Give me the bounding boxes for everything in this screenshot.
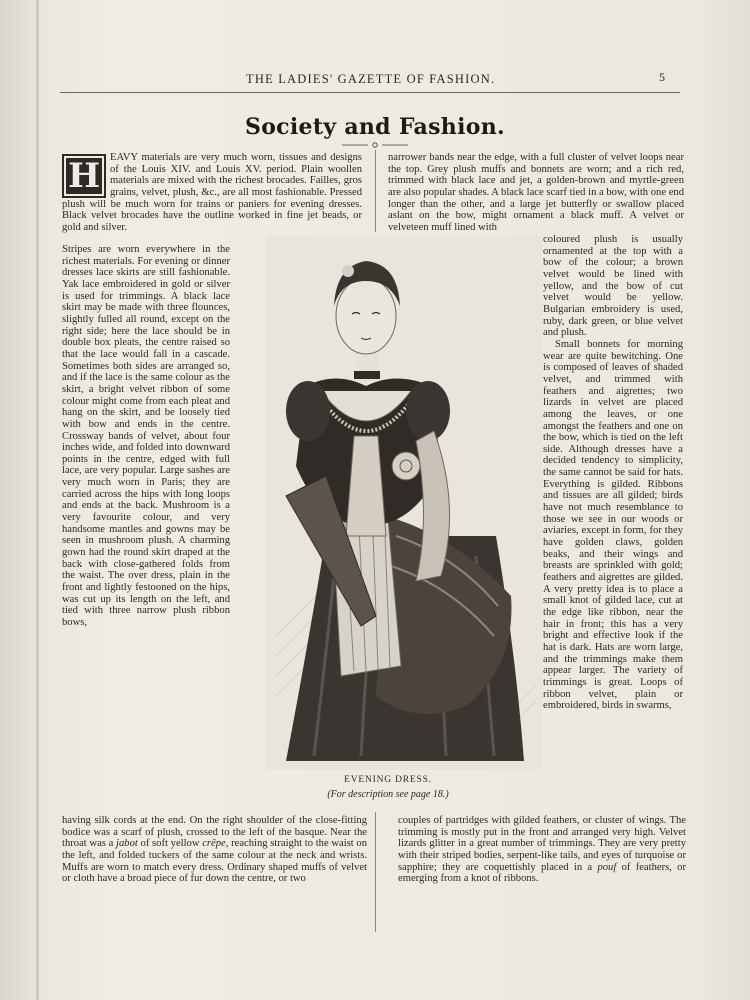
italic-run: crêpe (202, 838, 226, 850)
left-column-bottom (62, 815, 367, 885)
column-rule-top (375, 150, 376, 232)
left-column-top (62, 152, 362, 234)
running-title: THE LADIES' GAZETTE OF FASHION. (246, 72, 496, 86)
right-column-bottom (398, 815, 686, 885)
figure-caption-note: (For description see page 18.) (327, 789, 449, 800)
figure-caption: EVENING DRESS. (344, 775, 432, 785)
paragraph-left-bottom (62, 815, 367, 885)
drop-cap: H (62, 154, 106, 198)
evening-dress-illustration (266, 236, 542, 770)
page-fold (36, 0, 39, 1000)
paragraph-right-bottom (398, 815, 686, 885)
paragraph-left-narrow: Stripes are worn everywhere in the richest materials. For evening or dinner dresses lace skirts are still fashionable. Yak lace embroidered in gold or silver is used for trimmings. A black lace skirt may be made with three flounces, slightly fulled all round, except on the right side; here the lace should be in double box pleats, the centre raised so that the lace would fall in a cascade. Sometimes both sides are arranged so, and if the lace is the same colour as the skirt, a bright velvet ribbon of some colour might come from each pleat and hang on the skirt, and be loosely tied with bow and ends in the centre. Crossway bands of velvet, about four inches wide, and folded into downward points in the centre, edged with full lace, are very popular. Large sashes are very much worn in Paris; they are carried across the hips with long loops and ends at the back. Mushroom is a very favourite colour, and very handsome mantles and gowns may be seen in mushroom plush. A charming gown had the round skirt draped at the back with close-gathered folds from the waist. The over dress, plain in the front and lightly festooned on the hips, was cut up its length on the left, and tied with three narrow plush ribbon bows, (62, 244, 230, 628)
text-run: having silk cords at the end. On the right shoulder of the close-fitting bodice was a scarf of plush, crossed to the left of the basque. Near the throat was a (62, 815, 367, 850)
article-title: Society and Fashion. (245, 114, 505, 140)
text-run: couples of partridges with gilded feathers, or cluster of wings. The trimming is mostly put in the front and arranged very high. Velvet lizards glitter in a great number of trimmings. They are very pretty with their striped bodies, serpent-like tails, and eyes of turquoise or sapphire; they are coquettishly placed in a (398, 815, 686, 873)
italic-run: pouf (597, 861, 617, 873)
column-rule-bottom (375, 812, 376, 932)
page-number: 5 (659, 70, 665, 84)
title-ornament (340, 140, 410, 150)
text-run: of feathers, or emerging from a knot of ribbons. (398, 861, 686, 885)
paragraph-right-narrow-b: Small bonnets for morning wear are quite bewitching. One is composed of leaves of shaded velvet, and trimmed with feathers and aigrettes; two lizards in velvet are placed among the leaves, or one amongst the feathers and one on the bow, which is tied on the left side. Although dresses have a decided tendency to simplicity, the same cannot be said for hats. Everything is gilded. Ribbons and tissues are all gilded; birds have not much resemblance to those we see in our woods or aviaries, except in form, for they have golden claws, golden beaks, and their wings and breasts are sprinkled with gold; feathers and aigrettes are gilded. A very pretty idea is to place a small knot of gilded lace, cut at the edge like ribbon, near the hair in front; this has a very bright and effective look if the hat is dark. Hats are worn large, and the trimmings make them appear larger. The variety of trimmings is great. Loops of ribbon velvet, plain or embroidered, birds in swarms, (543, 338, 683, 712)
header-rule (60, 92, 680, 93)
italic-run: jabot (116, 838, 138, 850)
left-column-narrow (62, 244, 230, 629)
paragraph-right-narrow-a: coloured plush is usually ornamented at the top with a bow of the colour; a brown velvet would be lined with yellow, and the bow of cut velvet would be yellow. Bulgarian embroidery is used, ruby, dark green, or blue velvet and plush. (543, 234, 683, 339)
paragraph-right-top: narrower bands near the edge, with a full cluster of velvet loops near the top. Grey plush muffs and bonnets are worn; and a rich red, trimmed with black lace and jet, a golden-brown and myrtle-green are also popular shades. A black lace scarf tied in a bow, with one end longer than the other, and a large jet butterfly or swallow placed aslant on the bow, might ornament a black muff. A velvet or velveteen muff lined with (388, 152, 684, 233)
text-run: , reaching straight to the waist on the left, and folded tuckers of the same colour at the neck and wrists. Muffs are worn to match every dress. Ordinary shaped muffs of velvet or cloth have a broad piece of fur down the centre, or two (62, 838, 368, 885)
text-run: of soft yellow (140, 838, 200, 850)
right-column-top (388, 152, 684, 234)
paragraph-left-top: EAVY materials are very much worn, tissues and designs of the Louis XIV. and Louis XV. period. Plain woollen materials are mixed with the richest brocades. Failles, gros grains, velvet, plush, &c., are all most fashionable. Pressed plush will be much worn for trains or paniers for evening dresses. Black velvet brocades have the outline worked in fine jet beads, or gold and silver. (62, 152, 362, 233)
right-column-narrow (543, 234, 683, 712)
